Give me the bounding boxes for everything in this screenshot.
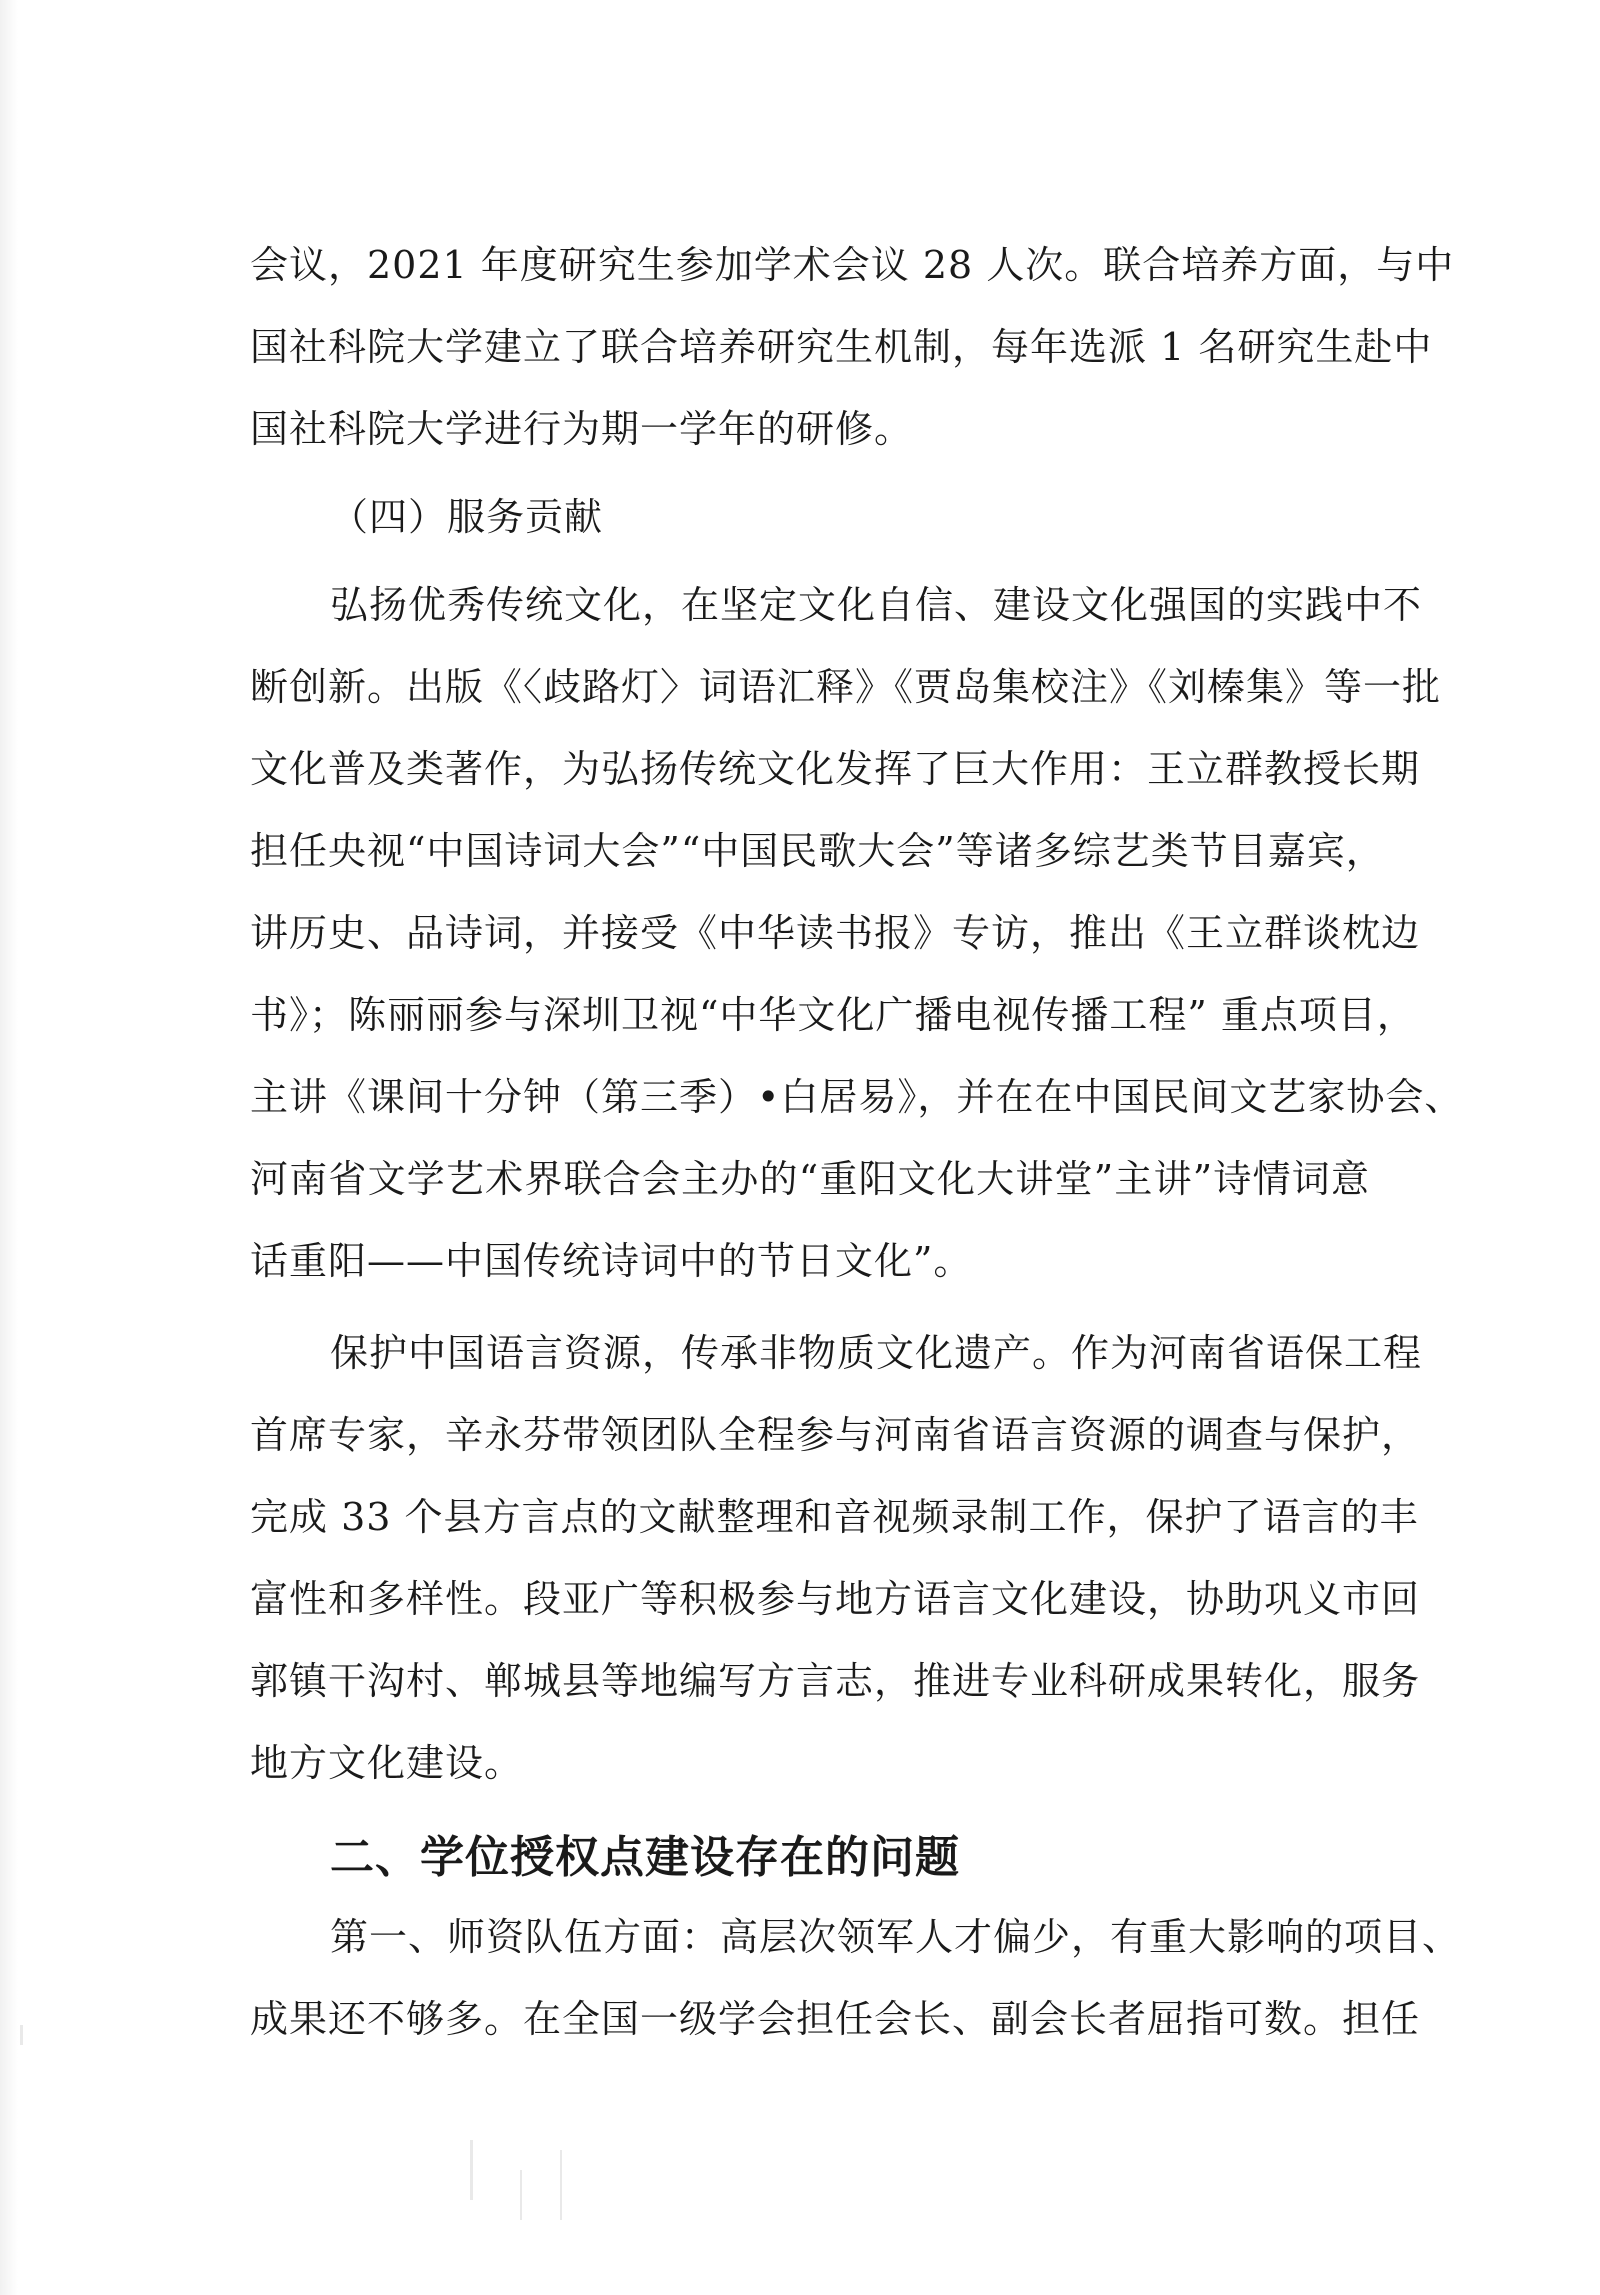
paragraph-4-line-1: 第一、师资队伍方面：高层次领军人才偏少，有重大影响的项目、 (330, 1915, 1462, 1959)
paragraph-2-line-4: 担任央视“中国诗词大会”“中国民歌大会”等诸多综艺类节目嘉宾， (250, 829, 1385, 873)
paragraph-2-line-1: 弘扬优秀传统文化，在坚定文化自信、建设文化强国的实践中不 (330, 583, 1423, 627)
paragraph-1-line-1: 会议，2021 年度研究生参加学术会议 28 人次。联合培养方面，与中 (250, 243, 1455, 287)
paragraph-2-line-7: 主讲《课间十分钟（第三季）•白居易》，并在在中国民间文艺家协会、 (250, 1075, 1464, 1119)
paragraph-3-line-1: 保护中国语言资源，传承非物质文化遗产。作为河南省语保工程 (330, 1331, 1423, 1375)
paragraph-2-line-8: 河南省文学艺术界联合会主办的“重阳文化大讲堂”主讲”诗情词意 (250, 1157, 1370, 1201)
paragraph-2-line-2: 断创新。出版《〈歧路灯〉词语汇释》《贾岛集校注》《刘榛集》等一批 (250, 665, 1442, 709)
paragraph-3-line-3: 完成 33 个县方言点的文献整理和音视频录制工作，保护了语言的丰 (250, 1495, 1419, 1539)
section-heading-problems: 二、学位授权点建设存在的问题 (330, 1832, 960, 1883)
paragraph-2-line-3: 文化普及类著作，为弘扬传统文化发挥了巨大作用：王立群教授长期 (250, 747, 1421, 791)
paragraph-3-line-5: 郭镇干沟村、郸城县等地编写方言志，推进专业科研成果转化，服务 (250, 1659, 1421, 1703)
scan-artifact (470, 2140, 473, 2200)
paragraph-1-line-2: 国社科院大学建立了联合培养研究生机制，每年选派 1 名研究生赴中 (250, 325, 1433, 369)
paragraph-3-line-4: 富性和多样性。段亚广等积极参与地方语言文化建设，协助巩义市回 (250, 1577, 1421, 1621)
scan-artifact (20, 2025, 23, 2045)
scan-edge-shadow (0, 0, 18, 2295)
paragraph-1-line-3: 国社科院大学进行为期一学年的研修。 (250, 407, 914, 451)
scan-artifact (520, 2170, 522, 2220)
paragraph-3-line-2: 首席专家，辛永芬带领团队全程参与河南省语言资源的调查与保护， (250, 1413, 1421, 1457)
paragraph-2-line-9: 话重阳——中国传统诗词中的节日文化”。 (250, 1239, 973, 1283)
paragraph-2-line-6: 书》；陈丽丽参与深圳卫视“中华文化广播电视传播工程” 重点项目， (250, 993, 1416, 1037)
paragraph-4-line-2: 成果还不够多。在全国一级学会担任会长、副会长者屈指可数。担任 (250, 1997, 1421, 2041)
paragraph-2-line-5: 讲历史、品诗词，并接受《中华读书报》专访，推出《王立群谈枕边 (250, 911, 1421, 955)
subsection-heading-service: （四）服务贡献 (330, 495, 604, 539)
paragraph-3-line-6: 地方文化建设。 (250, 1741, 524, 1785)
scan-artifact (560, 2150, 562, 2220)
